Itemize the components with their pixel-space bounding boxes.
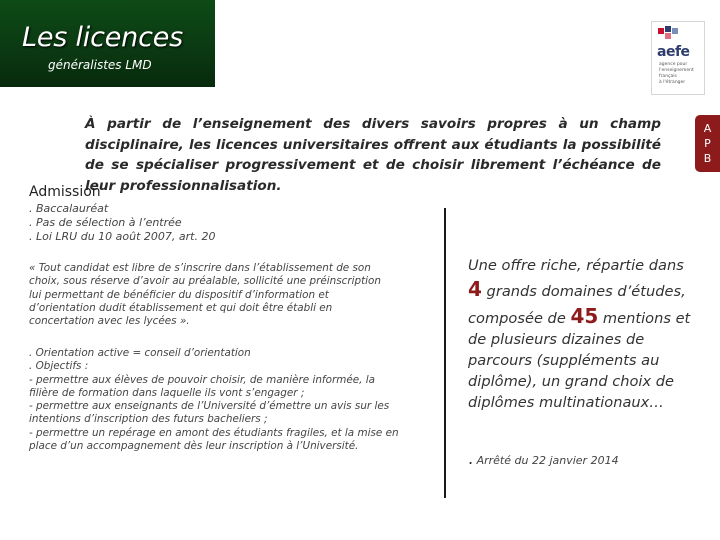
orientation-line: - permettre aux enseignants de l’Université d’émettre un avis sur les [29,400,390,413]
admission-heading: Admission [29,184,101,200]
offer-line: parcours (suppléments au [468,352,660,369]
offer-line: diplômes multinationaux… [468,394,664,411]
orientation-block [29,347,429,453]
logo-mark-icon [658,26,684,40]
apb-letter: P [704,137,711,150]
orientation-line: filière de formation dans laquelle ils vont s’engager ; [29,386,305,399]
decree-reference [468,449,619,468]
offer-line: diplôme), un grand choix de [468,373,675,390]
logo-tagline-line: l'enseignement [659,68,694,73]
orientation-line: . Objectifs : [29,360,89,373]
offer-line [468,279,693,302]
offer-text: composée de [468,310,571,327]
law-quote: « Tout candidat est libre de s’inscrire dans l’établissement de son choix, sous réserve d’avoir au préalable, sollicité une préinscription lui permettant de bénéficier du dispositif d’information et d’orientation dudit établissement et qui doit être établi en concertation avec les lycées ». [29,262,381,328]
offer-line: de plusieurs dizaines de [468,331,645,348]
decree-bullet: . [468,449,474,468]
admission-item: . Baccalauréat [29,202,109,215]
logo-tagline [659,62,703,86]
apb-side-tab[interactable] [695,115,720,172]
apb-letter: A [703,122,712,135]
logo-wordmark: aefe [657,44,690,60]
title-banner [0,0,215,87]
orientation-line: - permettre aux élèves de pouvoir choisir, de manière informée, la [29,373,375,386]
orientation-line: intentions d’inscription des futurs bacheliers ; [29,413,268,426]
admission-item: . Pas de sélection à l’entrée [29,216,182,230]
logo-tagline-line: à l'étranger [659,80,686,85]
orientation-line: . Orientation active = conseil d’orientation [29,347,251,359]
orientation-line: - permettre un repérage en amont des étudiants fragiles, et la mise en [29,426,399,439]
intro-paragraph: À partir de l’enseignement des divers savoirs propres à un champ disciplinaire, les licences universitaires offrent aux étudiants la possibilité de se spécialiser progressivement et de choisir librement l’échéance de leur professionnalisation. [85,116,661,194]
offer-block [468,255,693,413]
page-subtitle: généralistes LMD [48,58,152,72]
offer-line: Une offre riche, répartie dans [468,257,684,274]
mentions-count: 45 [570,304,599,328]
offer-line [468,306,693,329]
apb-letter: B [703,152,712,165]
offer-text: grands domaines d’études, [481,283,686,300]
admission-list [29,202,215,245]
page-title: Les licences [22,22,183,53]
offer-text: mentions et [598,310,691,327]
admission-item: . Loi LRU du 10 août 2007, art. 20 [29,230,216,244]
logo-tagline-line: français [659,74,677,79]
column-divider [444,208,446,498]
decree-text: Arrêté du 22 janvier 2014 [473,454,619,467]
orientation-line: place d’un accompagnement dès leur inscription à l’Université. [29,440,359,453]
logo-tagline-line: agence pour [659,62,688,67]
domains-count: 4 [468,277,482,301]
aefe-logo [651,21,705,95]
